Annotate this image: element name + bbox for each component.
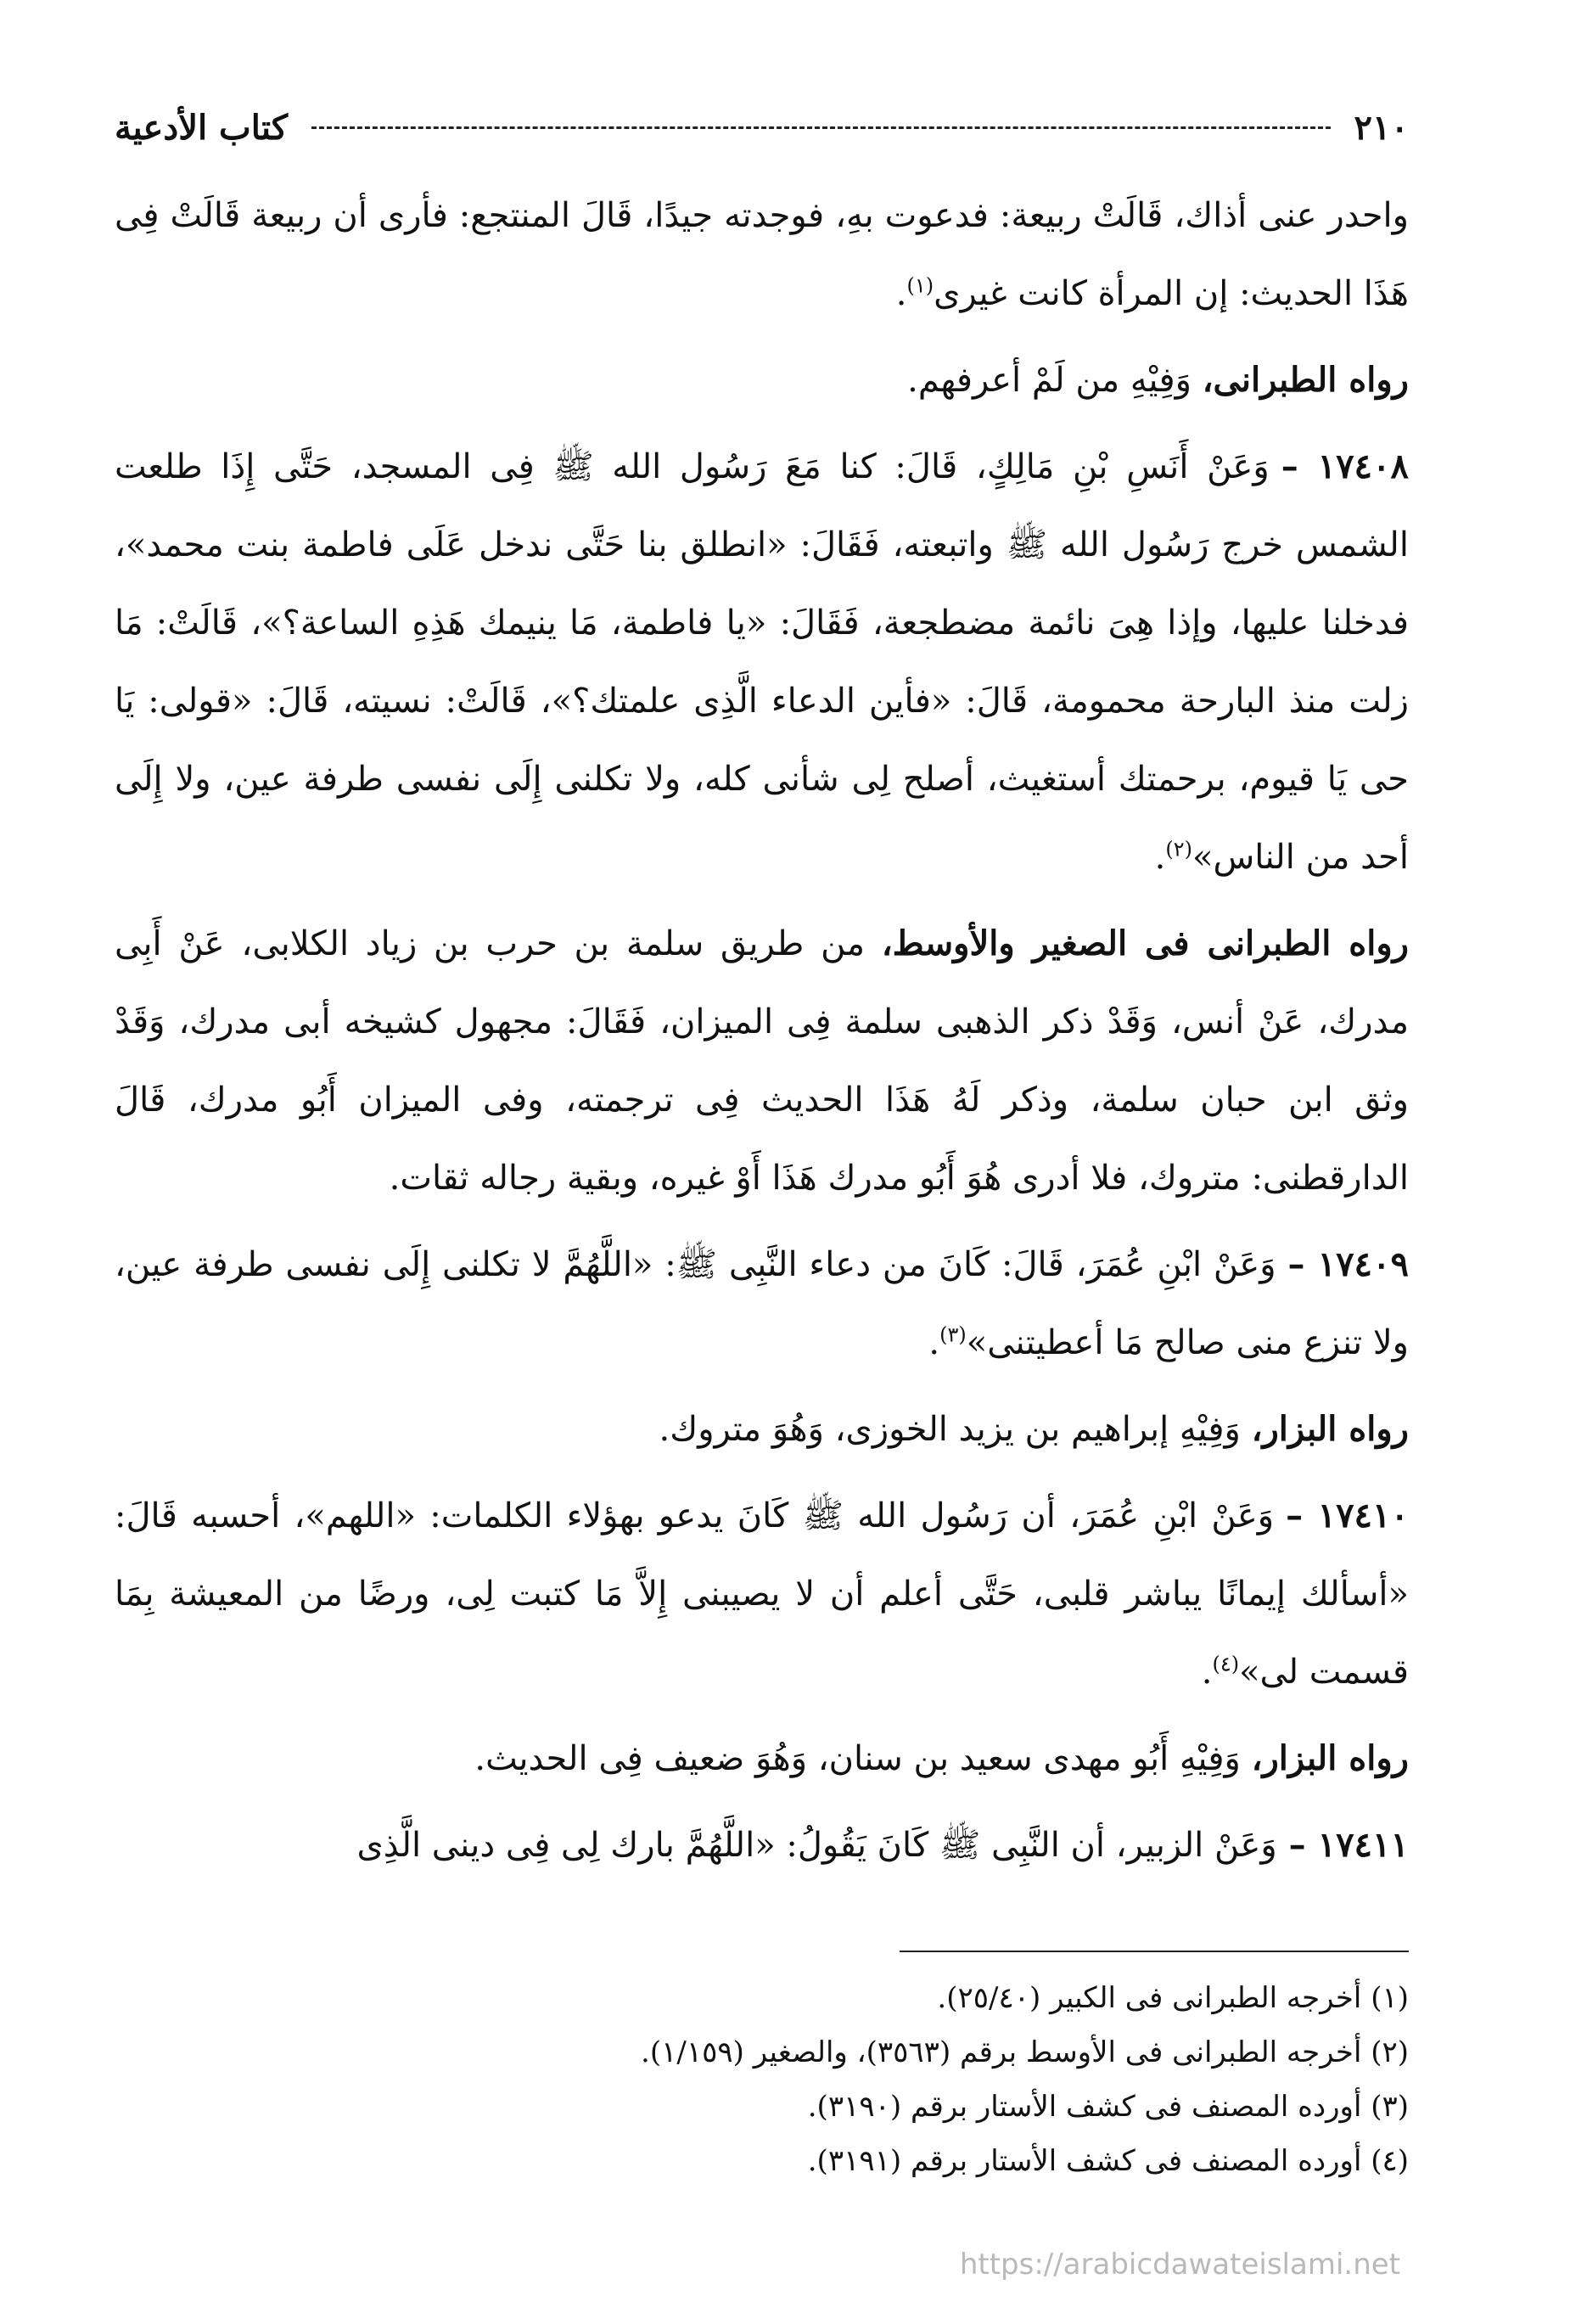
footnote-ref-1: (١) (906, 273, 934, 298)
footnote-4: (٤) أورده المصنف فى كشف الأستار برقم (٣١٩١). (807, 2144, 1409, 2178)
narration-source (115, 341, 1409, 419)
page-body (115, 177, 1409, 1884)
paragraph-end: . (928, 1323, 940, 1362)
running-header (115, 93, 1409, 161)
hadith-text: وَعَنْ ابْنِ عُمَرَ، قَالَ: كَانَ من دعاء النَّبِى ﷺ: «اللَّهُمَّ لا تكلنى إِلَى نفسى طرفة عين، ولا تنزع منى صالح مَا أعطيتنى» (115, 1245, 1409, 1362)
footnote-ref-3: (٣) (939, 1322, 967, 1347)
hadith-number: ١٧٤١٠ – (1286, 1496, 1409, 1535)
paragraph-end: . (1154, 838, 1166, 877)
hadith-17411 (115, 1806, 1409, 1884)
book-title: كتاب الأدعية (115, 107, 289, 148)
hadith-text: وَعَنْ ابْنِ عُمَرَ، أن رَسُول الله ﷺ كَانَ يدعو بهؤلاء الكلمات: «اللهم»، أحسبه قَالَ: «أسألك إيمانًا يباشر قلبى، حَتَّى أعلم أن لا يصيبنى إِلاَّ مَا كتبت لِى، ورضًا من المعيشة بِمَا قسمت لى» (115, 1496, 1409, 1692)
book-page (115, 93, 1409, 2282)
hadith-17409 (115, 1226, 1409, 1382)
header-dash-divider (311, 126, 1331, 129)
hadith-number: ١٧٤٠٩ – (1287, 1244, 1409, 1284)
hadith-text: وَعَنْ الزبير، أن النَّبِى ﷺ كَانَ يَقُولُ: «اللَّهُمَّ بارك لِى فِى دينى الَّذِى (356, 1826, 1277, 1865)
narration-source (115, 1720, 1409, 1798)
footnotes (115, 1951, 1409, 2188)
footnote-1: (١) أخرجه الطبرانى فى الكبير (٢٥/٤٠). (937, 1981, 1409, 2015)
hadith-number: ١٧٤٠٨ – (1281, 446, 1409, 486)
source-note: وَفِيْهِ من لَمْ أعرفهم. (907, 361, 1203, 400)
paragraph-end: . (895, 274, 907, 313)
source-label: رواه الطبرانى فى الصغير والأوسط، (881, 923, 1409, 963)
hadith-17410 (115, 1477, 1409, 1711)
narration-source (115, 1390, 1409, 1468)
hadith-text: وَعَنْ أَنَسِ بْنِ مَالِكٍ، قَالَ: كنا مَعَ رَسُول الله ﷺ فِى المسجد، حَتَّى إِذَا طلعت الشمس خرج رَسُول الله ﷺ واتبعته، فَقَالَ: «انطلق بنا حَتَّى ندخل عَلَى فاطمة بنت محمد»، فدخلنا عليها، وإذا هِىَ نائمة مضطجعة، فَقَالَ: «يا فاطمة، مَا ينيمك هَذِهِ الساعة؟»، قَالَتْ: مَا زلت منذ البارحة محمومة، قَالَ: «فأين الدعاء الَّذِى علمتك؟»، قَالَتْ: نسيته، قَالَ: «قولى: يَا حى يَا قيوم، برحمتك أستغيث، أصلح لِى شأنى كله، ولا تكلنى إِلَى نفسى طرفة عين، ولا إِلَى أحد من الناس» (115, 447, 1409, 877)
source-label: رواه البزار، (1251, 1409, 1409, 1449)
footnote-3: (٣) أورده المصنف فى كشف الأستار برقم (٣١٩٠). (807, 2090, 1409, 2124)
paragraph-continuation (115, 177, 1409, 333)
source-note: من طريق سلمة بن حرب بن زياد الكلابى، عَنْ أَبِى مدرك، عَنْ أنس، وَقَدْ ذكر الذهبى سلمة فِى الميزان، فَقَالَ: مجهول كشيخه أبى مدرك، وَقَدْ وثق ابن حبان سلمة، وذكر لَهُ هَذَا الحديث فِى ترجمته، وفى الميزان أَبُو مدرك، قَالَ الدارقطنى: متروك، فلا أدرى هُوَ أَبُو مدرك هَذَا أَوْ غيره، وبقية رجاله ثقات. (115, 924, 1409, 1198)
source-label: رواه الطبرانى، (1202, 360, 1409, 400)
footnote-ref-2: (٢) (1165, 837, 1192, 862)
hadith-17408 (115, 428, 1409, 896)
footnote-2: (٢) أخرجه الطبرانى فى الأوسط برقم (٣٥٦٣)، والصغير (١/١٥٩). (641, 2035, 1409, 2069)
source-label: رواه البزار، (1251, 1738, 1409, 1778)
footnote-separator (900, 1951, 1409, 1952)
page-number: ٢١٠ (1354, 107, 1409, 148)
paragraph-end: . (1201, 1653, 1213, 1692)
paragraph-text: واحدر عنى أذاك، قَالَتْ ربيعة: فدعوت بهِ، فوجدته جيدًا، قَالَ المنتجع: فأرى أن ربيعة قَالَتْ فِى هَذَا الحديث: إن المرأة كانت غيرى (115, 196, 1409, 313)
footnote-ref-4: (٤) (1212, 1652, 1240, 1676)
source-note: وَفِيْهِ أَبُو مهدى سعيد بن سنان، وَهُوَ ضعيف فِى الحديث. (474, 1739, 1252, 1778)
watermark-url: https://arabicdawateislami.net (959, 2248, 1400, 2282)
source-note: وَفِيْهِ إبراهيم بن يزيد الخوزى، وَهُوَ متروك. (659, 1410, 1252, 1449)
hadith-number: ١٧٤١١ – (1288, 1825, 1409, 1865)
narration-source (115, 905, 1409, 1217)
